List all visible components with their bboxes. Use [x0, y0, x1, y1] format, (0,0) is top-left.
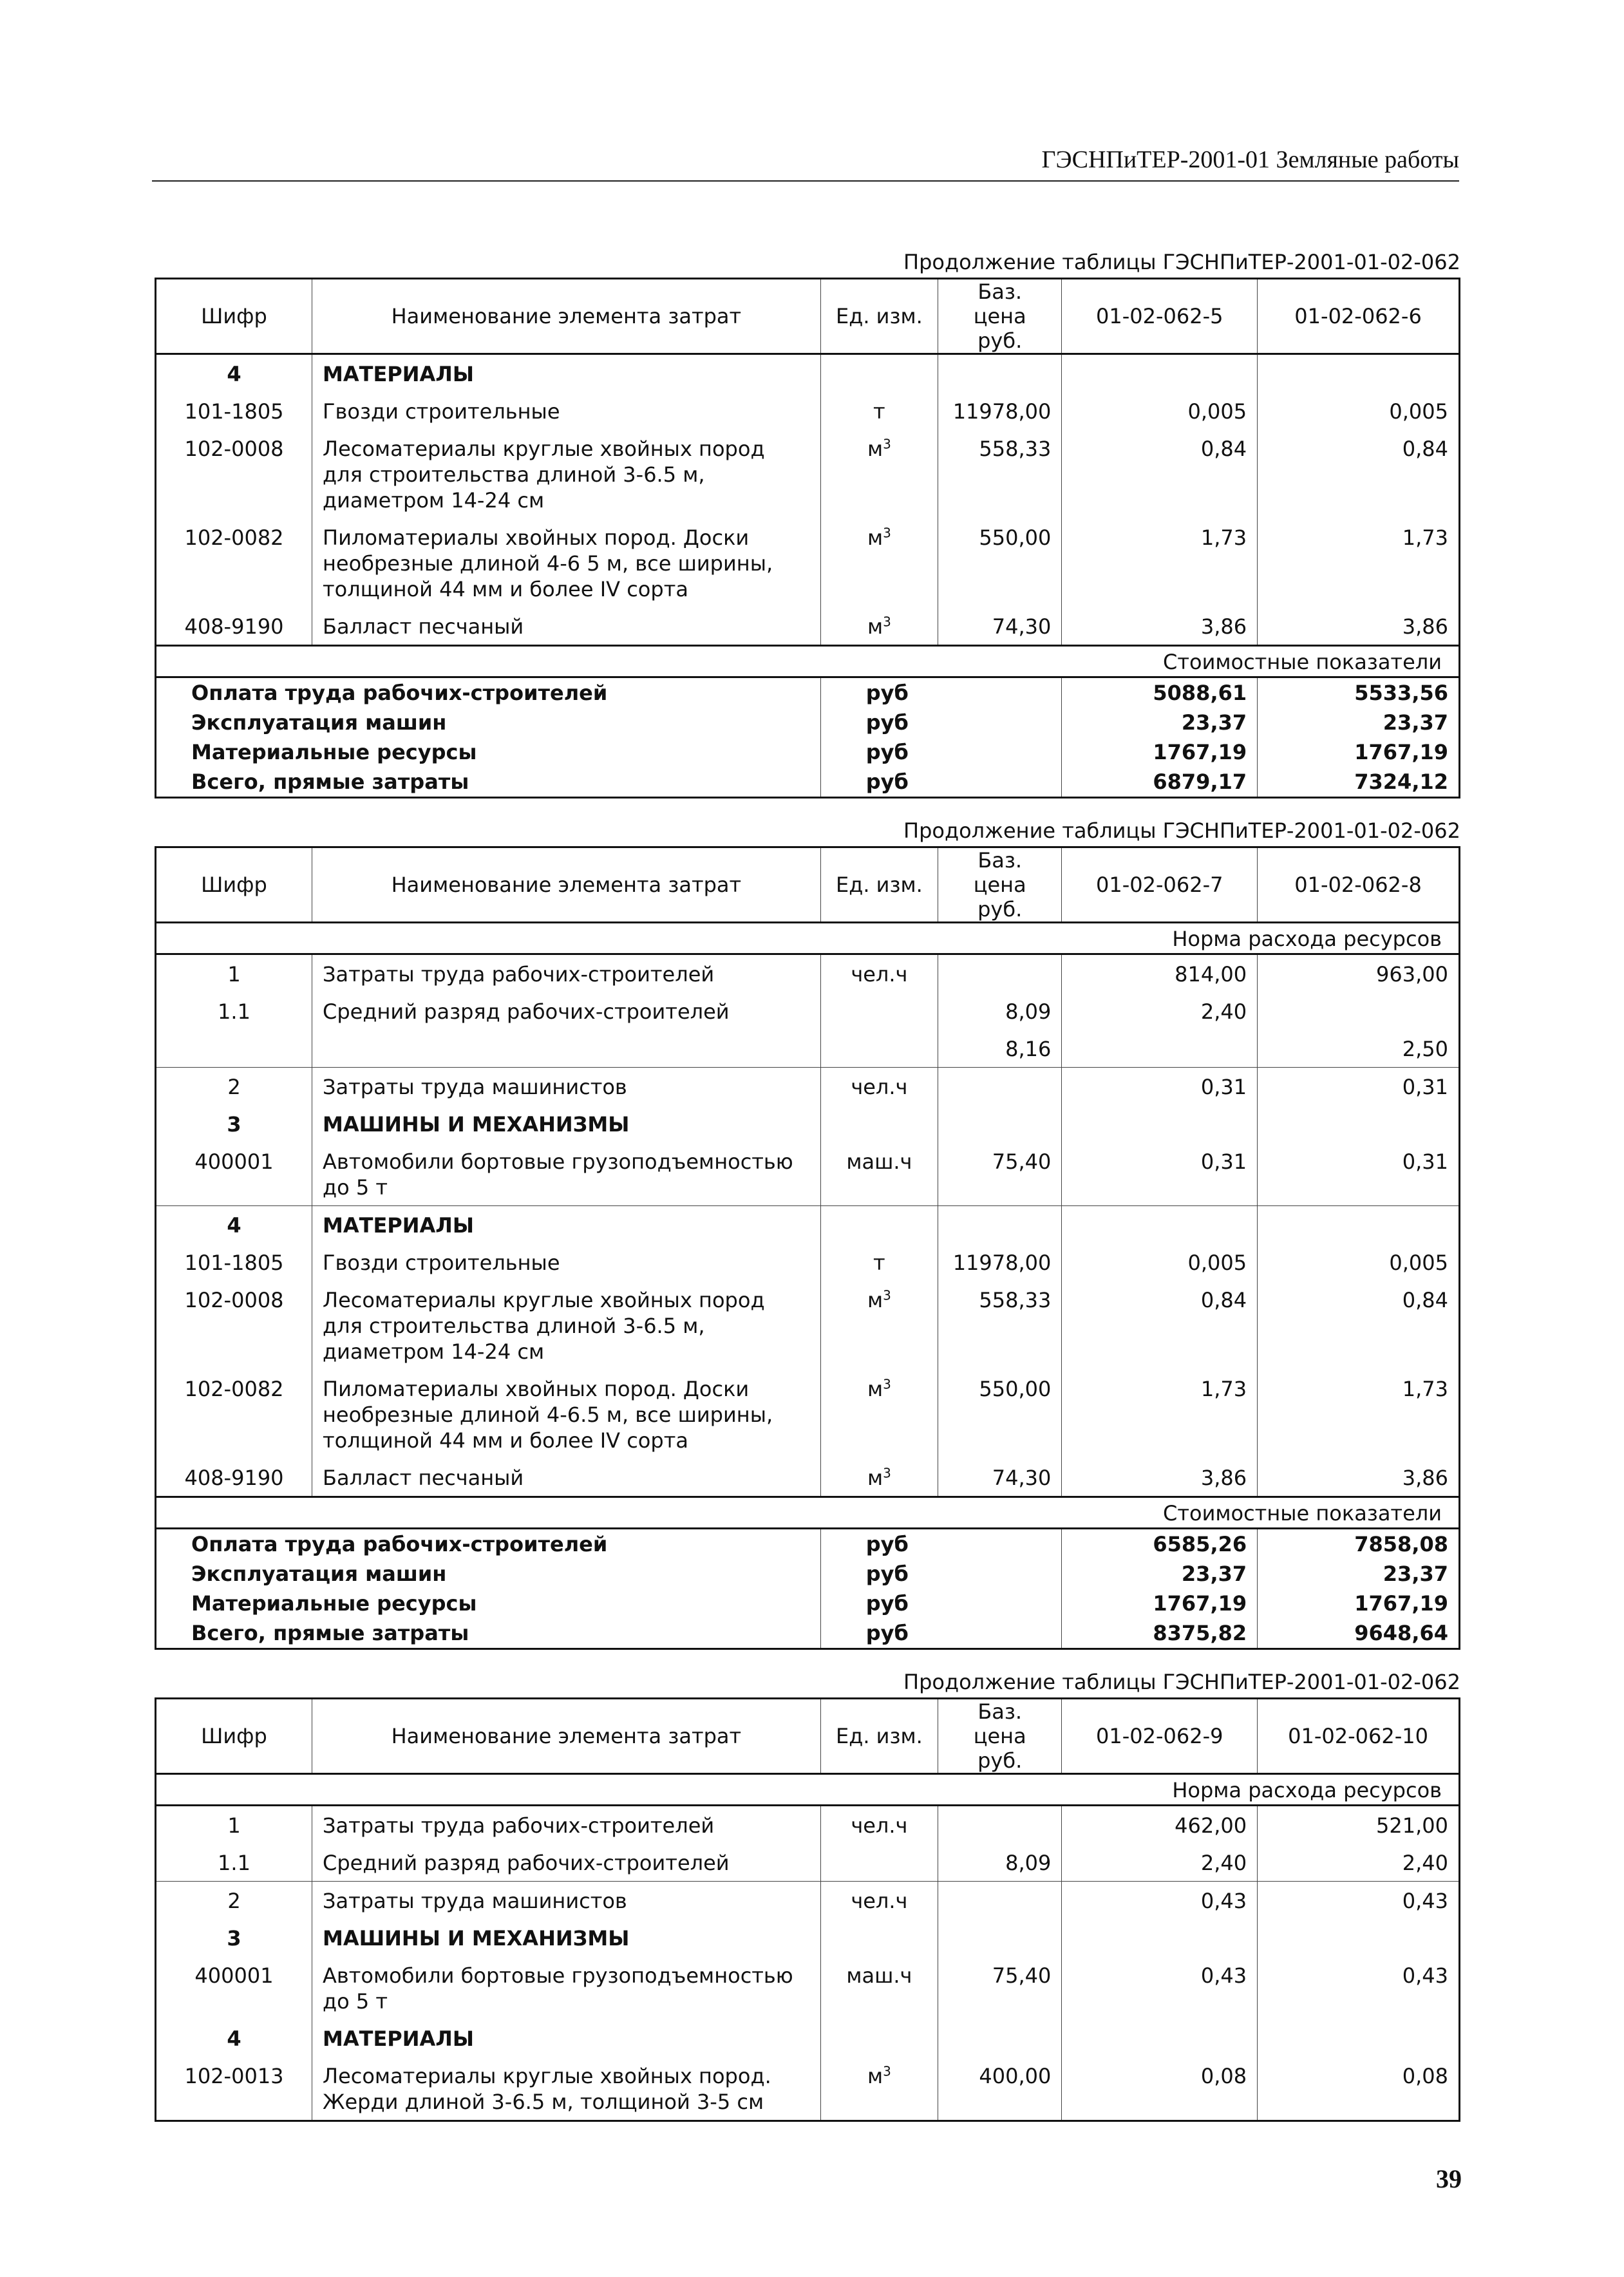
row-name: МАТЕРИАЛЫ: [312, 1206, 821, 1244]
row-value-a: 0,31: [1062, 1142, 1258, 1206]
row-code: 102-0082: [156, 518, 312, 607]
row-price: [938, 1806, 1062, 1844]
row-price: 400,00: [938, 2057, 1062, 2121]
summary-label: Всего, прямые затраты: [156, 767, 821, 798]
row-value-b: [1258, 354, 1460, 393]
row-name: Пиломатериалы хвойных пород. Доски необрезные длиной 4-6.5 м, все ширины, толщиной 44 мм и более IV сорта: [312, 1370, 821, 1459]
table-row: [156, 1243, 1460, 1281]
row-value-b: 0,43: [1258, 1956, 1460, 2019]
row-value-b: 0,84: [1258, 430, 1460, 518]
summary-value-a: 6585,26: [1062, 1529, 1258, 1560]
table-block-2: [155, 817, 1460, 1650]
row-price: 74,30: [938, 607, 1062, 646]
row-price: 11978,00: [938, 392, 1062, 430]
row-value-b: 1,73: [1258, 518, 1460, 607]
header-price: Баз. цена руб.: [938, 279, 1062, 354]
row-value-b: 3,86: [1258, 607, 1460, 646]
row-value-a: [1062, 354, 1258, 393]
table-row: [156, 354, 1460, 393]
row-unit: [820, 992, 938, 1030]
row-name: Пиломатериалы хвойных пород. Доски необрезные длиной 4-6 5 м, все ширины, толщиной 44 мм и более IV сорта: [312, 518, 821, 607]
table-row: [156, 518, 1460, 607]
row-unit-text: м: [867, 1288, 883, 1312]
row-value-b: 0,005: [1258, 392, 1460, 430]
row-unit: [820, 354, 938, 393]
row-code: 102-0082: [156, 1370, 312, 1459]
row-unit: [820, 2019, 938, 2057]
header-name: Наименование элемента затрат: [312, 1699, 821, 1774]
row-unit: [820, 1105, 938, 1142]
summary-value-b: 5533,56: [1258, 677, 1460, 708]
header-column-a: 01-02-062-5: [1062, 279, 1258, 354]
table-row: [156, 1882, 1460, 1920]
row-unit: [820, 1459, 938, 1497]
row-value-b: 0,43: [1258, 1882, 1460, 1920]
row-code: 408-9190: [156, 1459, 312, 1497]
summary-value-a: 23,37: [1062, 1559, 1258, 1589]
row-value-a: 2,40: [1062, 992, 1258, 1030]
row-unit: [820, 1030, 938, 1068]
summary-row: [156, 708, 1460, 737]
row-value-a: 3,86: [1062, 1459, 1258, 1497]
row-price: 8,09: [938, 1844, 1062, 1882]
header-column-b: 01-02-062-10: [1258, 1699, 1460, 1774]
row-value-a: 2,40: [1062, 1844, 1258, 1882]
row-unit-text: м: [867, 437, 883, 461]
row-value-b: [1258, 992, 1460, 1030]
row-value-b: 0,31: [1258, 1068, 1460, 1106]
header-column-b: 01-02-062-6: [1258, 279, 1460, 354]
row-unit-text: чел.ч: [851, 1889, 908, 1913]
header-name: Наименование элемента затрат: [312, 847, 821, 923]
row-value-b: 0,84: [1258, 1281, 1460, 1370]
table-row: [156, 1370, 1460, 1459]
summary-unit: руб: [820, 1529, 1062, 1560]
resource-table: [155, 278, 1460, 798]
summary-row: [156, 677, 1460, 708]
table-row: [156, 1105, 1460, 1142]
row-unit: [820, 392, 938, 430]
row-value-a: [1062, 1919, 1258, 1956]
row-code: 3: [156, 1919, 312, 1956]
row-value-a: [1062, 1030, 1258, 1068]
row-code: 101-1805: [156, 1243, 312, 1281]
summary-band-row: [156, 646, 1460, 677]
row-unit-superscript: 3: [883, 436, 891, 452]
summary-value-b: 1767,19: [1258, 1589, 1460, 1618]
resource-table: [155, 1697, 1460, 2122]
row-code: 4: [156, 2019, 312, 2057]
table-row: [156, 2057, 1460, 2121]
summary-unit: руб: [820, 677, 1062, 708]
summary-value-b: 7858,08: [1258, 1529, 1460, 1560]
header-row: [156, 279, 1460, 354]
summary-label: Эксплуатация машин: [156, 708, 821, 737]
row-code: 2: [156, 1882, 312, 1920]
table-row: [156, 2019, 1460, 2057]
header-code: Шифр: [156, 847, 312, 923]
row-value-b: 0,08: [1258, 2057, 1460, 2121]
summary-title: Стоимостные показатели: [156, 1497, 1460, 1529]
row-unit: [820, 1882, 938, 1920]
summary-value-b: 9648,64: [1258, 1618, 1460, 1649]
row-name: Затраты труда рабочих-строителей: [312, 1806, 821, 1844]
header-row: [156, 1699, 1460, 1774]
row-code: 3: [156, 1105, 312, 1142]
page-header-title: ГЭСНПиТЕР-2001-01 Земляные работы: [1041, 146, 1459, 173]
row-unit-text: чел.ч: [851, 962, 908, 987]
header-column-b: 01-02-062-8: [1258, 847, 1460, 923]
row-value-b: 2,50: [1258, 1030, 1460, 1068]
resource-table: [155, 846, 1460, 1650]
row-code: 400001: [156, 1956, 312, 2019]
summary-value-a: 1767,19: [1062, 1589, 1258, 1618]
table-caption: Продолжение таблицы ГЭСНПиТЕР-2001-01-02-062: [903, 818, 1460, 843]
table-caption: Продолжение таблицы ГЭСНПиТЕР-2001-01-02-062: [903, 250, 1460, 274]
row-unit-superscript: 3: [883, 1287, 891, 1303]
row-name: Гвозди строительные: [312, 392, 821, 430]
row-unit-text: м: [867, 1377, 883, 1401]
summary-row: [156, 1529, 1460, 1560]
row-unit-text: т: [873, 399, 885, 424]
table-row: [156, 1206, 1460, 1244]
summary-band-row: [156, 1497, 1460, 1529]
row-unit-superscript: 3: [883, 1465, 891, 1481]
row-value-a: 0,43: [1062, 1882, 1258, 1920]
row-name: МАШИНЫ И МЕХАНИЗМЫ: [312, 1105, 821, 1142]
summary-row: [156, 737, 1460, 767]
summary-label: Оплата труда рабочих-строителей: [156, 677, 821, 708]
row-value-b: 0,005: [1258, 1243, 1460, 1281]
row-price: 558,33: [938, 430, 1062, 518]
summary-unit: руб: [820, 1589, 1062, 1618]
header-row: [156, 847, 1460, 923]
row-price: 8,16: [938, 1030, 1062, 1068]
row-value-a: 462,00: [1062, 1806, 1258, 1844]
row-value-a: 1,73: [1062, 1370, 1258, 1459]
row-code: 102-0008: [156, 1281, 312, 1370]
summary-value-b: 23,37: [1258, 708, 1460, 737]
row-unit: [820, 954, 938, 993]
row-value-a: 1,73: [1062, 518, 1258, 607]
summary-row: [156, 1618, 1460, 1649]
row-name: Лесоматериалы круглые хвойных пород. Жерди длиной 3-6.5 м, толщиной 3-5 см: [312, 2057, 821, 2121]
table-row: [156, 1806, 1460, 1844]
row-name: Автомобили бортовые грузоподъемностью до 5 т: [312, 1142, 821, 1206]
row-value-b: 521,00: [1258, 1806, 1460, 1844]
row-name: Балласт песчаный: [312, 1459, 821, 1497]
summary-unit: руб: [820, 737, 1062, 767]
row-unit: [820, 1068, 938, 1106]
row-price: [938, 1105, 1062, 1142]
row-unit-text: маш.ч: [846, 1149, 912, 1174]
row-code: 1: [156, 1806, 312, 1844]
row-unit: [820, 430, 938, 518]
row-value-b: [1258, 1105, 1460, 1142]
row-price: 75,40: [938, 1956, 1062, 2019]
summary-row: [156, 1589, 1460, 1618]
summary-value-a: 23,37: [1062, 708, 1258, 737]
summary-title: Стоимостные показатели: [156, 646, 1460, 677]
row-price: [938, 954, 1062, 993]
summary-label: Материальные ресурсы: [156, 1589, 821, 1618]
table-row: [156, 992, 1460, 1030]
summary-value-b: 7324,12: [1258, 767, 1460, 798]
row-code: 4: [156, 1206, 312, 1244]
summary-unit: руб: [820, 1618, 1062, 1649]
header-unit: Ед. изм.: [820, 847, 938, 923]
row-value-a: 0,005: [1062, 1243, 1258, 1281]
row-code: 1.1: [156, 1844, 312, 1882]
row-code: 408-9190: [156, 607, 312, 646]
row-unit: [820, 1844, 938, 1882]
row-unit: [820, 1206, 938, 1244]
row-value-b: [1258, 1919, 1460, 1956]
row-code: 1.1: [156, 992, 312, 1030]
row-value-a: 814,00: [1062, 954, 1258, 993]
row-price: [938, 2019, 1062, 2057]
table-block-3: [155, 1668, 1460, 2122]
summary-unit: руб: [820, 1559, 1062, 1589]
row-name: МАТЕРИАЛЫ: [312, 354, 821, 393]
table-row: [156, 1068, 1460, 1106]
header-column-a: 01-02-062-7: [1062, 847, 1258, 923]
row-unit-superscript: 3: [883, 2063, 891, 2079]
row-price: 550,00: [938, 518, 1062, 607]
row-name: Автомобили бортовые грузоподъемностью до 5 т: [312, 1956, 821, 2019]
row-price: 74,30: [938, 1459, 1062, 1497]
table-row: [156, 1956, 1460, 2019]
table-row: [156, 1459, 1460, 1497]
row-unit: [820, 1956, 938, 2019]
header-name: Наименование элемента затрат: [312, 279, 821, 354]
row-value-a: 0,31: [1062, 1068, 1258, 1106]
row-unit: [820, 1243, 938, 1281]
row-name: [312, 1030, 821, 1068]
row-unit: [820, 1281, 938, 1370]
table-block-1: [155, 248, 1460, 798]
summary-label: Всего, прямые затраты: [156, 1618, 821, 1649]
header-price: Баз. цена руб.: [938, 1699, 1062, 1774]
page-number: 39: [1436, 2164, 1462, 2193]
row-value-a: 3,86: [1062, 607, 1258, 646]
summary-value-a: 6879,17: [1062, 767, 1258, 798]
band-title: Норма расхода ресурсов: [156, 923, 1460, 954]
row-code: 400001: [156, 1142, 312, 1206]
row-unit: [820, 1806, 938, 1844]
row-value-a: 0,84: [1062, 1281, 1258, 1370]
row-value-b: 1,73: [1258, 1370, 1460, 1459]
row-value-b: 2,40: [1258, 1844, 1460, 1882]
row-unit-superscript: 3: [883, 1376, 891, 1392]
row-unit: [820, 607, 938, 646]
header-code: Шифр: [156, 1699, 312, 1774]
band-row: [156, 1774, 1460, 1806]
row-name: Лесоматериалы круглые хвойных пород для строительства длиной 3-6.5 м, диаметром 14-24 см: [312, 430, 821, 518]
row-unit: [820, 1142, 938, 1206]
row-price: [938, 1882, 1062, 1920]
row-code: [156, 1030, 312, 1068]
row-price: 11978,00: [938, 1243, 1062, 1281]
row-name: Гвозди строительные: [312, 1243, 821, 1281]
header-unit: Ед. изм.: [820, 279, 938, 354]
row-value-b: 3,86: [1258, 1459, 1460, 1497]
row-name: Балласт песчаный: [312, 607, 821, 646]
row-unit-text: м: [867, 1466, 883, 1490]
header-price: Баз. цена руб.: [938, 847, 1062, 923]
band-title: Норма расхода ресурсов: [156, 1774, 1460, 1806]
row-price: [938, 1206, 1062, 1244]
row-unit-text: т: [873, 1251, 885, 1275]
row-value-a: [1062, 1105, 1258, 1142]
summary-value-b: 23,37: [1258, 1559, 1460, 1589]
row-code: 101-1805: [156, 392, 312, 430]
row-value-a: [1062, 1206, 1258, 1244]
row-unit-text: чел.ч: [851, 1075, 908, 1099]
header-code: Шифр: [156, 279, 312, 354]
row-price: 75,40: [938, 1142, 1062, 1206]
summary-row: [156, 767, 1460, 798]
row-value-a: 0,08: [1062, 2057, 1258, 2121]
row-price: 8,09: [938, 992, 1062, 1030]
row-name: Лесоматериалы круглые хвойных пород для строительства длиной 3-6.5 м, диаметром 14-24 см: [312, 1281, 821, 1370]
summary-label: Оплата труда рабочих-строителей: [156, 1529, 821, 1560]
row-code: 102-0008: [156, 430, 312, 518]
row-value-b: 963,00: [1258, 954, 1460, 993]
row-unit-text: маш.ч: [846, 1963, 912, 1988]
row-price: [938, 1068, 1062, 1106]
table-row: [156, 607, 1460, 646]
row-value-b: [1258, 2019, 1460, 2057]
row-code: 4: [156, 354, 312, 393]
table-row: [156, 1844, 1460, 1882]
header-column-a: 01-02-062-9: [1062, 1699, 1258, 1774]
summary-value-a: 1767,19: [1062, 737, 1258, 767]
table-row: [156, 1281, 1460, 1370]
band-row: [156, 923, 1460, 954]
table-row: [156, 392, 1460, 430]
page-header: [152, 146, 1459, 182]
row-unit-superscript: 3: [883, 614, 891, 630]
summary-label: Эксплуатация машин: [156, 1559, 821, 1589]
table-row: [156, 1142, 1460, 1206]
row-price: 558,33: [938, 1281, 1062, 1370]
header-unit: Ед. изм.: [820, 1699, 938, 1774]
row-unit-text: чел.ч: [851, 1813, 908, 1838]
table-row: [156, 954, 1460, 993]
row-value-a: 0,43: [1062, 1956, 1258, 2019]
row-unit: [820, 518, 938, 607]
summary-value-b: 1767,19: [1258, 737, 1460, 767]
table-row: [156, 1030, 1460, 1068]
row-price: 550,00: [938, 1370, 1062, 1459]
row-value-a: 0,005: [1062, 392, 1258, 430]
row-unit: [820, 1919, 938, 1956]
summary-value-a: 5088,61: [1062, 677, 1258, 708]
row-code: 2: [156, 1068, 312, 1106]
row-value-b: 0,31: [1258, 1142, 1460, 1206]
row-unit: [820, 1370, 938, 1459]
row-unit-text: м: [867, 614, 883, 639]
summary-row: [156, 1559, 1460, 1589]
row-name: Затраты труда машинистов: [312, 1882, 821, 1920]
summary-label: Материальные ресурсы: [156, 737, 821, 767]
table-caption: Продолжение таблицы ГЭСНПиТЕР-2001-01-02-062: [903, 1670, 1460, 1694]
row-name: МАТЕРИАЛЫ: [312, 2019, 821, 2057]
row-name: МАШИНЫ И МЕХАНИЗМЫ: [312, 1919, 821, 1956]
row-name: Средний разряд рабочих-строителей: [312, 1844, 821, 1882]
row-name: Средний разряд рабочих-строителей: [312, 992, 821, 1030]
table-row: [156, 430, 1460, 518]
row-code: 102-0013: [156, 2057, 312, 2121]
row-name: Затраты труда машинистов: [312, 1068, 821, 1106]
row-price: [938, 1919, 1062, 1956]
row-unit-text: м: [867, 525, 883, 550]
row-value-b: [1258, 1206, 1460, 1244]
summary-unit: руб: [820, 708, 1062, 737]
row-unit-text: м: [867, 2064, 883, 2088]
row-name: Затраты труда рабочих-строителей: [312, 954, 821, 993]
summary-value-a: 8375,82: [1062, 1618, 1258, 1649]
table-row: [156, 1919, 1460, 1956]
row-price: [938, 354, 1062, 393]
summary-unit: руб: [820, 767, 1062, 798]
row-unit: [820, 2057, 938, 2121]
row-unit-superscript: 3: [883, 525, 891, 541]
row-value-a: [1062, 2019, 1258, 2057]
row-value-a: 0,84: [1062, 430, 1258, 518]
row-code: 1: [156, 954, 312, 993]
